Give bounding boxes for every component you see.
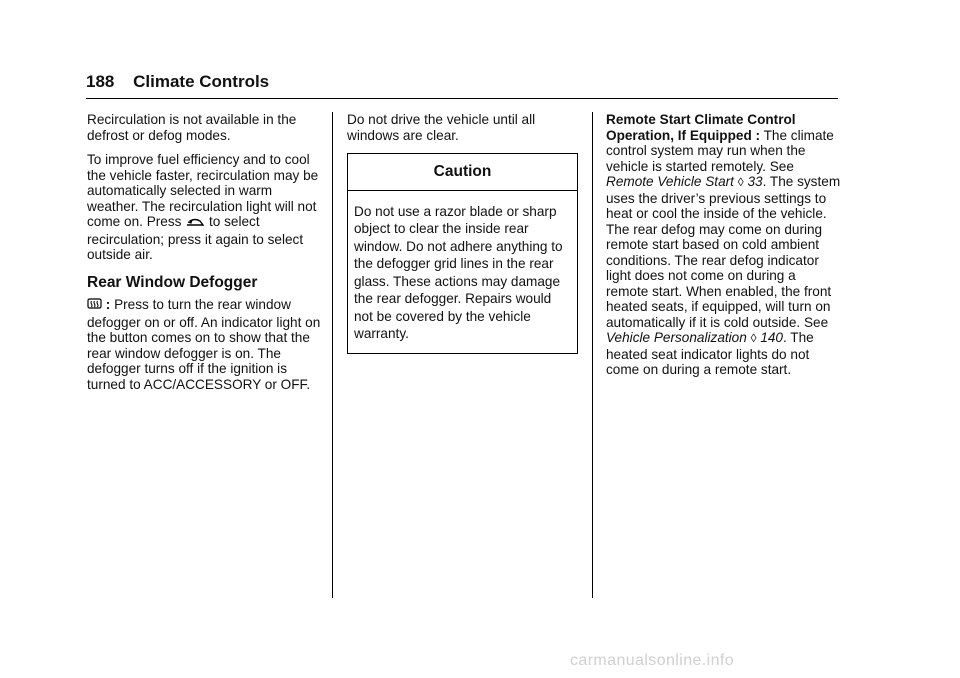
remote-text-1: The climate control system may run when the vehicle is started remotely. See — [606, 127, 834, 174]
caution-title: Caution — [348, 154, 577, 191]
rear-defogger-heading: Rear Window Defogger — [87, 273, 258, 291]
remote-start-heading: Remote Start Climate Control Operation, If Equipped : — [606, 112, 796, 143]
rear-defogger-paragraph — [87, 297, 322, 392]
remote-start-paragraph — [606, 112, 841, 378]
recirculation-icon — [185, 216, 205, 232]
column-divider-1 — [332, 112, 333, 598]
caution-box — [347, 153, 578, 354]
column-2 — [347, 112, 579, 354]
remote-text-3: . The heated seat indicator lights do not come on during a remote start. — [606, 330, 814, 377]
caution-body: Do not use a razor blade or sharp object to clear the inside rear window. Do not adhere anything to the defogger grid lines in the rear glass. These actions may damage the rear defogger. Repairs would not be covered by the vehicle warranty. — [354, 203, 563, 341]
page-ref-33[interactable]: 33 — [747, 174, 763, 189]
section-title: Climate Controls — [133, 72, 270, 91]
page-ref-140[interactable]: 140 — [760, 330, 783, 345]
fuel-efficiency-paragraph — [87, 152, 322, 263]
column-3 — [606, 112, 841, 387]
remote-vehicle-start-link[interactable]: Remote Vehicle Start — [606, 174, 734, 189]
rear-defog-icon — [87, 298, 102, 315]
ref-symbol: ◊ — [750, 331, 757, 345]
windows-clear-note: Do not drive the vehicle until all windows are clear. — [347, 112, 536, 143]
fuel-text-1: To improve fuel efficiency and to cool the vehicle faster, recirculation may be automatically selected in warm weather. The recirculation light will not come on. Press — [87, 152, 319, 229]
defogger-text: Press to turn the rear window defogger on or off. An indicator light on the button comes on to show that the rear window defogger is on. The defogger turns off if the ignition is turned to ACC/ACCESSORY or OFF. — [87, 297, 321, 392]
page-number: 188 — [86, 72, 115, 91]
header-rule — [86, 98, 838, 99]
defog-colon: : — [105, 297, 111, 312]
fuel-text-2: to select recirculation; press it again to select outside air. — [87, 214, 304, 262]
column-divider-2 — [592, 112, 593, 598]
page-header — [86, 72, 269, 92]
watermark: carmanualsonline.info — [570, 652, 735, 669]
vehicle-personalization-link[interactable]: Vehicle Personalization — [606, 330, 747, 345]
ref-symbol: ◊ — [737, 175, 744, 189]
column-1 — [87, 112, 322, 401]
recirc-note: Recirculation is not available in the defrost or defog modes. — [87, 112, 297, 143]
remote-text-2: . The system uses the driver’s previous settings to heat or cool the inside of the vehicle. The rear defog may come on during remote start based on cold ambient conditions. The rear defog indicator light does not come on during a remote start. When enabled, the front heated seats, if equipped, will turn on automatically if it is cold outside. See — [606, 174, 841, 330]
